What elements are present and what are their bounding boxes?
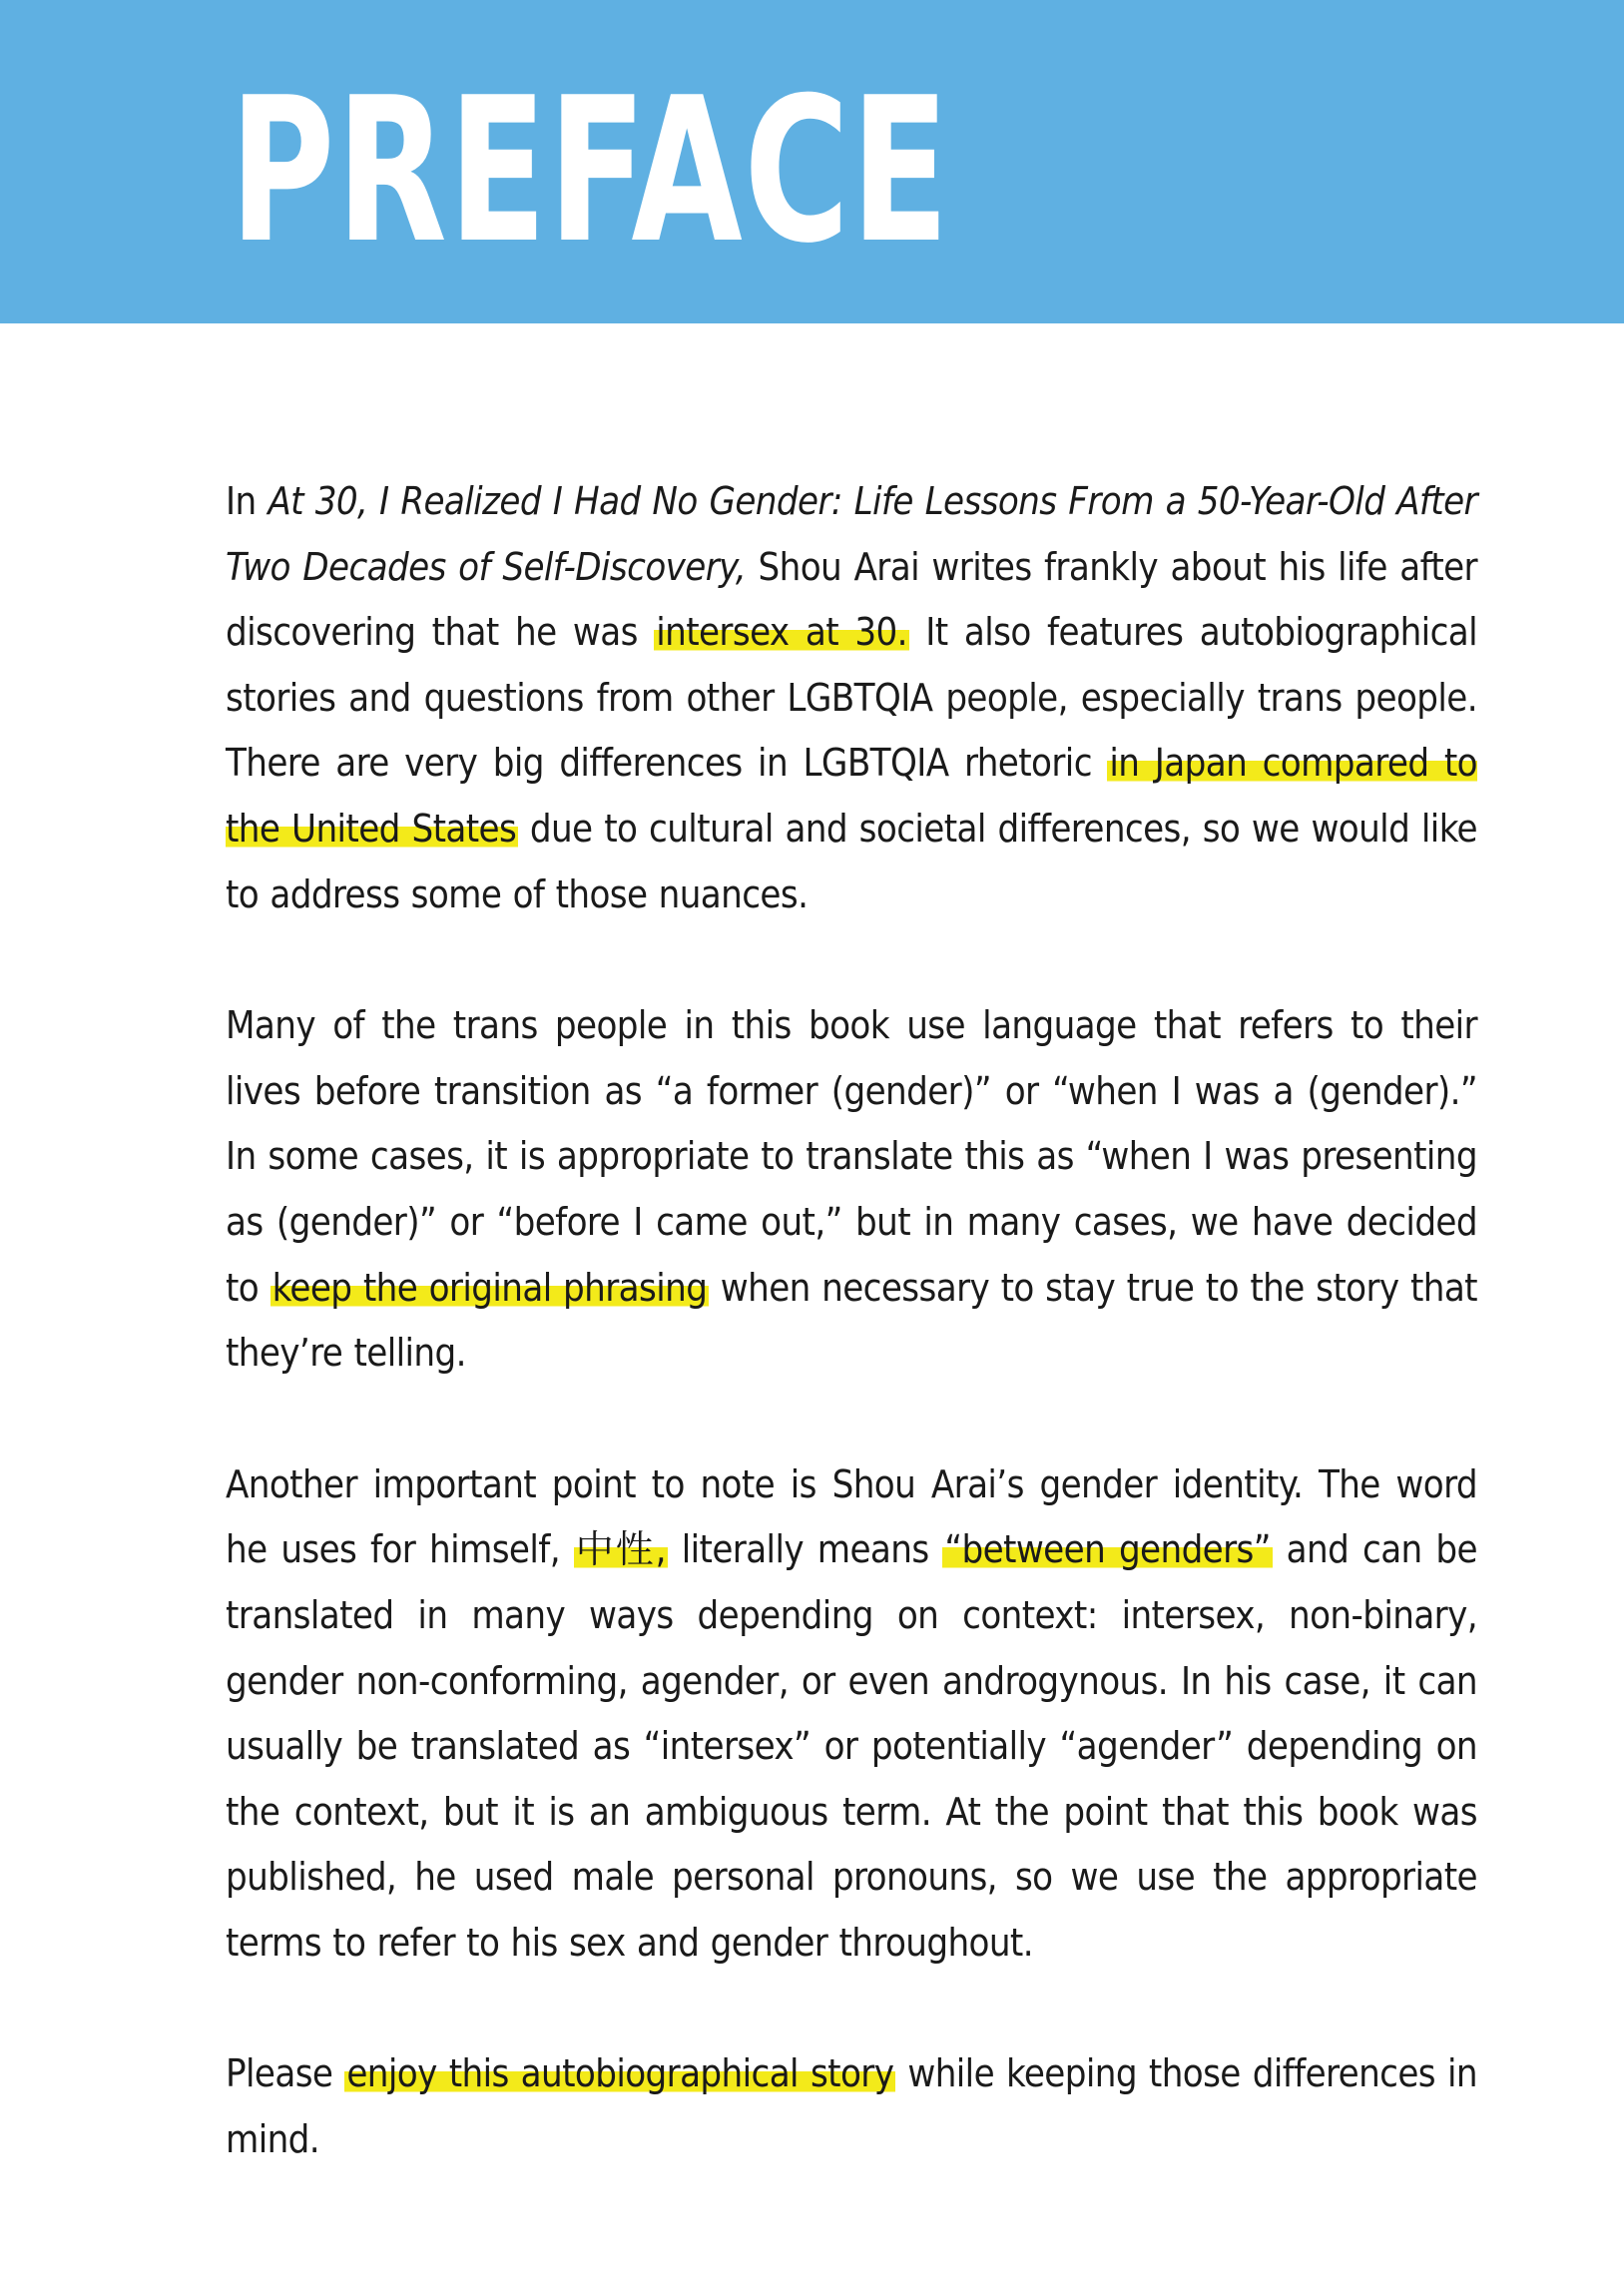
book-title: At 30, I Realized I Had No Gender: Life Lessons From a 50-Year-Old After Two Decades of Self-Discovery, xyxy=(226,479,1477,589)
paragraph-closing xyxy=(226,2041,1477,2172)
text-span: It also features autobiographical stories and questions from other LGBTQIA people, especially trans people. There are very big differences in LGBTQIA rhetoric xyxy=(226,610,1478,786)
text-span: and can be translated in many ways depending on context: intersex, non-binary, gender non-conforming, agender, or even androgynous. In his case, it can usually be translated as “intersex” or potentially “agender” depending on the context, but it is an ambiguous term. At the point that this book was published, he used male personal pronouns, so we use the appropriate terms to refer to his sex and gender throughout. xyxy=(226,1527,1477,1965)
text-span: In xyxy=(226,479,269,523)
text-span: Shou Arai writes frankly about his life after discovering that he was xyxy=(226,544,1478,655)
highlight: “between genders” xyxy=(944,1527,1271,1572)
preface-body xyxy=(226,469,1477,2173)
page-title: PREFACE xyxy=(230,55,951,287)
paragraph-intro xyxy=(226,469,1477,927)
text-span: while keeping those differences in mind. xyxy=(226,2051,1477,2162)
highlight: 中性, xyxy=(575,1527,666,1572)
highlight: enjoy this autobiographical story xyxy=(346,2051,894,2096)
highlight: keep the original phrasing xyxy=(271,1265,708,1310)
paragraph-language xyxy=(226,993,1477,1387)
text-span: literally means xyxy=(667,1527,943,1572)
text-span: Please xyxy=(226,2051,345,2096)
highlight: in Japan compared to the United States xyxy=(226,741,1477,851)
text-span: when necessary to stay true to the story that they’re telling. xyxy=(226,1265,1477,1376)
highlight: intersex at 30. xyxy=(656,610,907,655)
text-span: Many of the trans people in this book use language that refers to their lives before transition as “a former (gender)” or “when I was a (gender).” In some cases, it is appropriate to translate this as “when I was presenting as (gender)” or “before I came out,” but in many cases, we have decided to xyxy=(226,1003,1477,1310)
paragraph-gender-identity xyxy=(226,1452,1477,1977)
text-span: Another important point to note is Shou Arai’s gender identity. The word he uses for himself, xyxy=(226,1461,1477,1572)
header-band xyxy=(0,0,1624,323)
text-span: due to cultural and societal differences, so we would like to address some of those nuances. xyxy=(226,806,1477,916)
